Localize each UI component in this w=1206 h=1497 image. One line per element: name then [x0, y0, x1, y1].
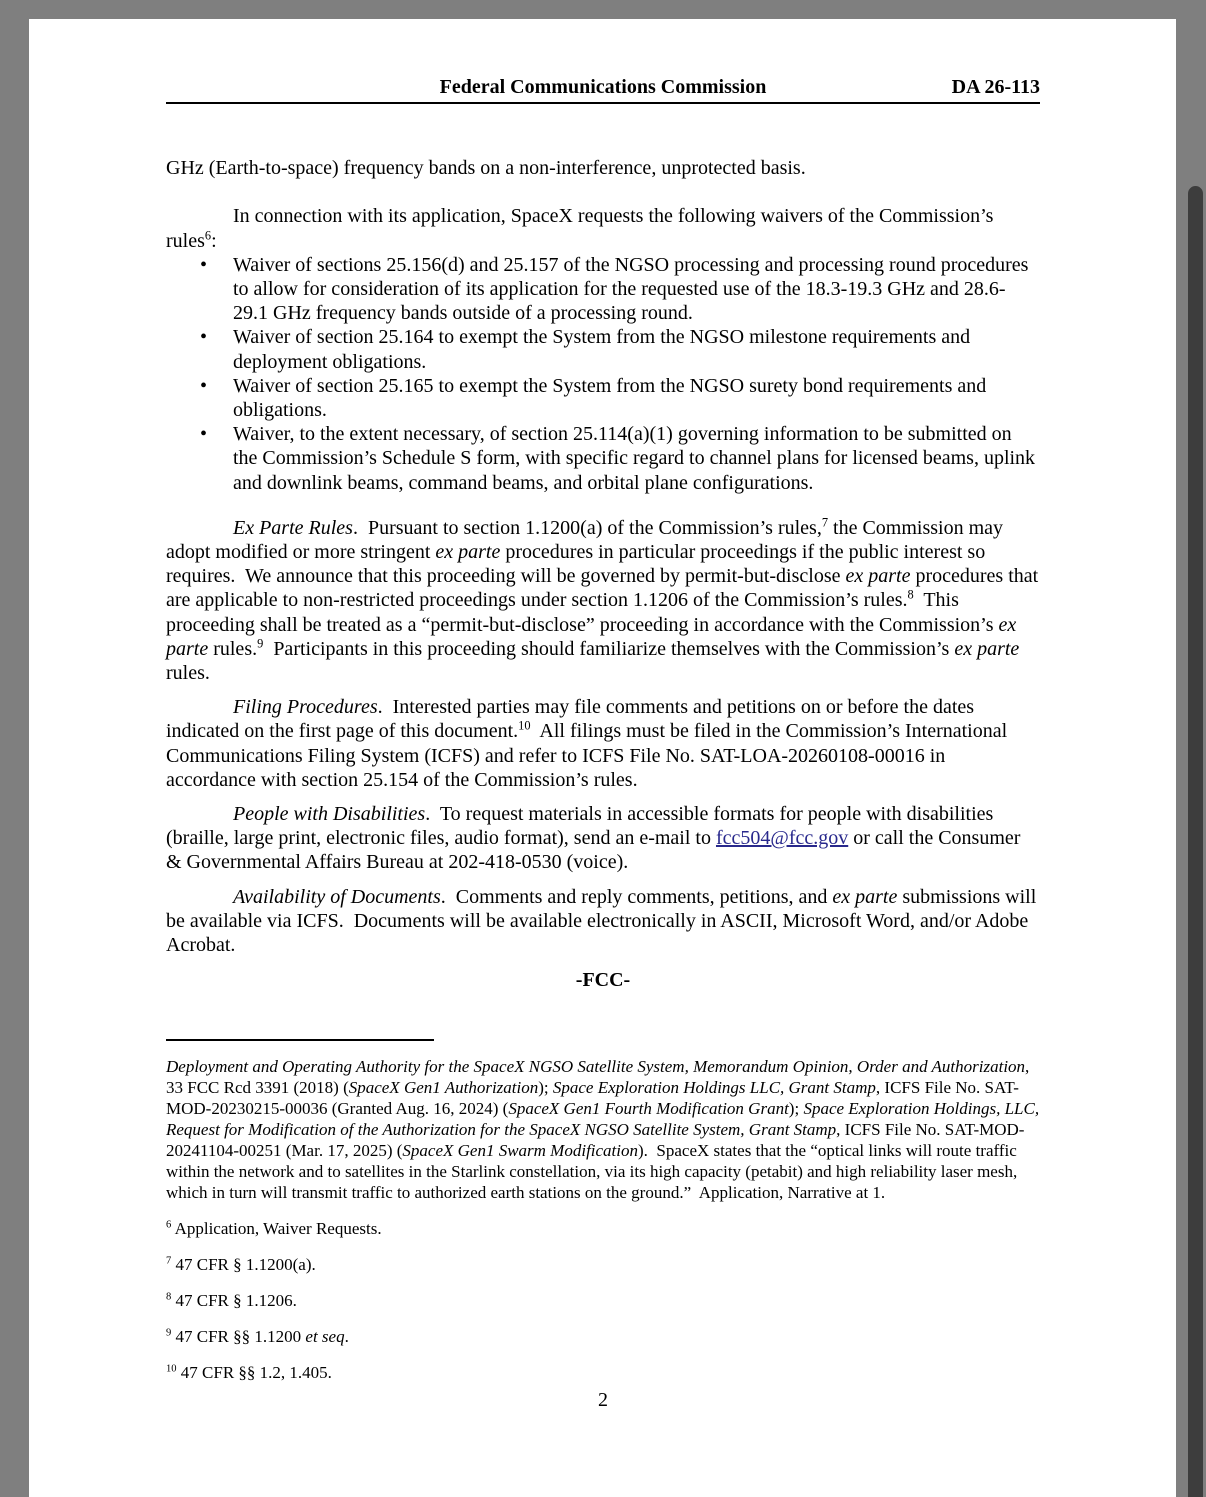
- paragraph-ex-parte-rules: [166, 515, 1044, 685]
- text-run: Waiver of sections 25.156(d) and 25.157 of the NGSO processing and processing round procedures to allow for consideration of its application for the requested use of the 18.3-19.3 GHz and 28.6-29.1 GHz frequency bands outside of a processing round.: [233, 253, 1029, 325]
- paragraph-intro: [166, 204, 1040, 252]
- footnote-ref: 8: [166, 1290, 172, 1302]
- header-title: Federal Communications Commission: [439, 76, 767, 98]
- footnote-ref: 6: [166, 1218, 172, 1230]
- text-run: the Commission may adopt modified or more stringent: [166, 516, 1009, 564]
- footnote-ref: 7: [166, 1254, 172, 1266]
- text-run: . Interested parties may file comments and petitions on or before the dates indicated on the first page of this document.: [166, 696, 980, 743]
- footnote-continuation: [166, 1056, 1044, 1203]
- text-run: Application, Waiver Requests.: [171, 1218, 382, 1238]
- text-run: ex parte: [954, 637, 1020, 660]
- fcc-signature: -FCC-: [575, 969, 631, 992]
- text-run: procedures in particular proceedings if the public interest so requires. We announce that this proceeding will be governed by permit-but-disclose: [166, 541, 991, 588]
- text-run: . Comments and reply comments, petitions, and: [440, 885, 833, 908]
- text-run: , 33 FCC Rcd 3391 (2018) (: [166, 1056, 1034, 1097]
- footnote-ref: 10: [166, 1362, 177, 1374]
- footnote-9: [166, 1326, 1040, 1347]
- paragraph-continuation: [166, 156, 1040, 180]
- paragraph-filing-procedures: [166, 695, 1040, 792]
- text-run: .: [344, 1326, 349, 1346]
- bullet-item: [233, 422, 1040, 495]
- text-run: );: [538, 1077, 553, 1097]
- text-run: Waiver, to the extent necessary, of section 25.114(a)(1) governing information to be submitted on the Commission’s Schedule S form, with specific regard to channel plans for licensed beams, uplink and downlink beams, command beams, and orbital plane configurations.: [233, 423, 1036, 494]
- header-doc-number: DA 26-113: [951, 76, 1040, 98]
- text-run: 47 CFR §§ 1.1200: [171, 1326, 306, 1346]
- text-run: procedures that are applicable to non-restricted proceedings under section 1.1206 of the Commission’s rules.: [166, 565, 1044, 612]
- document-page: [29, 19, 1176, 1497]
- text-run: ). SpaceX states that the “optical links will route traffic within the network and to satellites in the Starlink constellation, via its high capacity (petabit) and high reliability laser mesh, which in turn will transmit traffic to authorized earth stations on the ground.” Application, Narrative at 1.: [166, 1140, 1022, 1202]
- text-run: );: [788, 1098, 804, 1118]
- text-run: Participants in this proceeding should familiarize themselves with the Commission’s: [263, 637, 955, 660]
- text-run: rules.: [208, 637, 258, 660]
- text-run: :: [211, 229, 217, 252]
- footnote-ref: 9: [257, 636, 264, 651]
- scrollbar-thumb[interactable]: [1188, 186, 1203, 1497]
- text-run: All filings must be filed in the Commission’s International Communications Filing System (ICFS) and refer to ICFS File No. SAT-LOA-20260108-00016 in accordance with section 25.154 of the Commission’s rules.: [166, 720, 1013, 791]
- text-run: ex parte: [845, 565, 911, 588]
- text-run: This proceeding shall be treated as a “permit-but-disclose” proceeding in accordance with the Commission’s: [166, 589, 999, 636]
- footnote-ref: 9: [166, 1326, 172, 1338]
- page-header: [166, 75, 1040, 104]
- text-run: , ICFS File No. SAT-MOD-20230215-00036 (Granted Aug. 16, 2024) (: [166, 1077, 1019, 1118]
- text-run: In connection with its application, SpaceX requests the following waivers of the Commission’s rules: [166, 205, 999, 252]
- footnote-7: [166, 1254, 1040, 1275]
- footnotes-section: [166, 1056, 1044, 1383]
- paragraph-people-with-disabilities: [166, 802, 1040, 875]
- text-run: Waiver of section 25.165 to exempt the System from the NGSO surety bond requirements and obligations.: [233, 374, 987, 422]
- text-run: Space Exploration Holdings, LLC, Request for Modification of the Authorization for the SpaceX NGSO Satellite System, Grant Stamp: [166, 1098, 1044, 1139]
- footnote-8: [166, 1290, 1040, 1311]
- text-run: . To request materials in accessible formats for people with disabilities (braille, large print, electronic files, audio format), send an e-mail to: [166, 803, 999, 850]
- text-run: rules.: [166, 637, 1025, 685]
- footnote-ref: 8: [907, 587, 914, 602]
- bullet-item: [233, 253, 1040, 326]
- text-run: SpaceX Gen1 Swarm Modification: [402, 1140, 639, 1160]
- footnote-ref: 7: [821, 515, 829, 530]
- text-run: . Pursuant to section 1.1200(a) of the Commission’s rules,: [352, 516, 822, 539]
- footnote-ref: 10: [518, 718, 531, 733]
- text-run: Waiver of section 25.164 to exempt the System from the NGSO milestone requirements and deployment obligations.: [233, 326, 971, 373]
- text-run: ex parte: [435, 541, 501, 564]
- text-run: Ex Parte Rules: [233, 516, 353, 539]
- text-run: submissions will be available via ICFS. Documents will be available electronically in ASCII, Microsoft Word, and/or Adobe Acrobat.: [166, 885, 1042, 957]
- text-run: SpaceX Gen1 Fourth Modification Grant: [508, 1098, 789, 1118]
- text-run: Availability of Documents: [233, 885, 441, 908]
- text-run: 47 CFR §§ 1.2, 1.405.: [176, 1362, 332, 1382]
- footnote-10: [166, 1362, 1040, 1383]
- text-run: , ICFS File No. SAT-MOD-20241104-00251 (Mar. 17, 2025) (: [166, 1119, 1025, 1160]
- page-number: 2: [598, 1388, 608, 1411]
- text-run: or call the Consumer & Governmental Affairs Bureau at 202-418-0530 (voice).: [166, 827, 1026, 874]
- paragraph-availability-of-documents: [166, 885, 1040, 958]
- text-run: ex parte: [166, 613, 1022, 660]
- text-run: GHz (Earth-to-space) frequency bands on a non-interference, unprotected basis.: [166, 157, 806, 180]
- footnote-ref: 6: [204, 227, 212, 242]
- bullet-item: [233, 374, 1040, 422]
- footnote-separator: [166, 1039, 434, 1041]
- text-run: 47 CFR § 1.1200(a).: [171, 1254, 316, 1274]
- text-run: et seq: [305, 1326, 345, 1346]
- text-run: People with Disabilities: [233, 803, 426, 826]
- text-run: ex parte: [832, 885, 898, 908]
- text-run: Space Exploration Holdings LLC, Grant Stamp: [552, 1077, 876, 1097]
- bullet-item: [233, 325, 1040, 373]
- waiver-bullet-list: [166, 253, 1040, 495]
- footnote-6: [166, 1218, 1040, 1239]
- text-run: 47 CFR § 1.1206.: [171, 1290, 297, 1310]
- text-run: Filing Procedures: [233, 696, 378, 719]
- text-run: Deployment and Operating Authority for the SpaceX NGSO Satellite System, Memorandum Opinion, Order and Authorization: [166, 1056, 1026, 1076]
- email-link[interactable]: fcc504@fcc.gov: [715, 827, 849, 850]
- document-content: [166, 19, 1044, 1412]
- text-run: SpaceX Gen1 Authorization: [348, 1077, 539, 1097]
